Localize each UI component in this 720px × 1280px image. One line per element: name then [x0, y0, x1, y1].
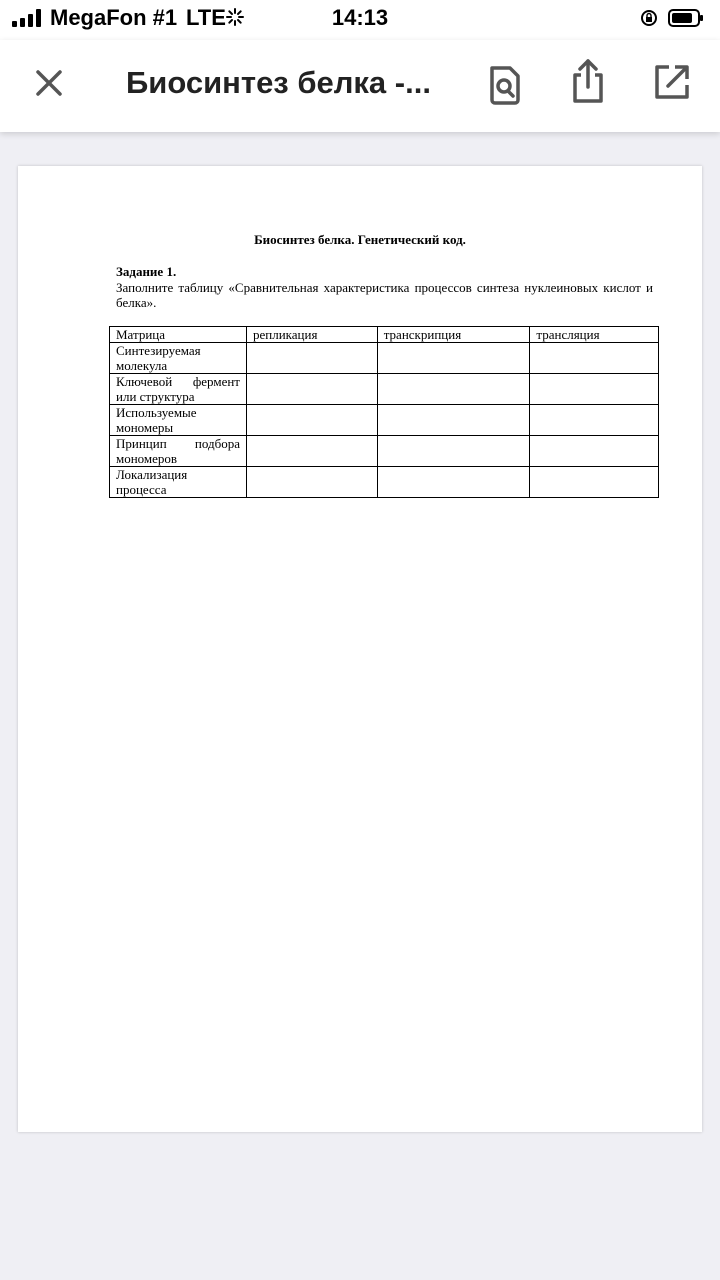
table-cell: [247, 374, 378, 405]
table-header-cell: репликация: [247, 327, 378, 343]
battery-icon: [668, 9, 704, 27]
carrier-name: MegaFon #1: [50, 5, 178, 30]
find-in-document-icon[interactable]: [488, 64, 522, 106]
task-label: Задание 1.: [116, 264, 177, 279]
table-header-cell: трансляция: [530, 327, 659, 343]
close-icon[interactable]: [30, 64, 68, 102]
table-cell: [247, 467, 378, 498]
table-row-label: Локализация процесса: [110, 467, 247, 498]
table-row: [110, 405, 659, 436]
table-header-cell: транскрипция: [377, 327, 530, 343]
open-external-icon[interactable]: [654, 64, 690, 100]
table-cell: [530, 374, 659, 405]
table-cell: [377, 467, 530, 498]
status-bar: [0, 0, 720, 40]
table-row-label: Принцип подбора мономеров: [110, 436, 247, 467]
network-type: LTE: [186, 5, 226, 30]
table-cell: [530, 436, 659, 467]
table-cell: [377, 436, 530, 467]
document-title: Биосинтез белка -...: [126, 65, 431, 100]
table-header-cell: Матрица: [110, 327, 247, 343]
table-row-label: Используемые мономеры: [110, 405, 247, 436]
task-text: Заполните таблицу «Сравнительная характеристика процессов синтеза нуклеиновых кислот и белка».: [116, 280, 653, 310]
document-page[interactable]: [18, 166, 702, 1132]
table-cell: [530, 343, 659, 374]
table-row: [110, 436, 659, 467]
table-cell: [377, 343, 530, 374]
table-row: [110, 374, 659, 405]
table-cell: [247, 405, 378, 436]
clock: 14:13: [331, 5, 389, 30]
table-cell: [247, 436, 378, 467]
comparison-table: [109, 326, 659, 498]
table-row-label: Ключевой фермент или структура: [110, 374, 247, 405]
table-row: [110, 467, 659, 498]
table-cell: [377, 374, 530, 405]
table-cell: [530, 467, 659, 498]
document-toolbar: [0, 40, 720, 132]
table-cell: [530, 405, 659, 436]
table-cell: [377, 405, 530, 436]
document-heading: Биосинтез белка. Генетический код.: [254, 232, 466, 247]
table-row: [110, 343, 659, 374]
share-icon[interactable]: [570, 58, 606, 104]
rotation-lock-icon: [640, 9, 658, 27]
table-cell: [247, 343, 378, 374]
table-header-row: [110, 327, 659, 343]
table-row-label: Синтезируемая молекула: [110, 343, 247, 374]
